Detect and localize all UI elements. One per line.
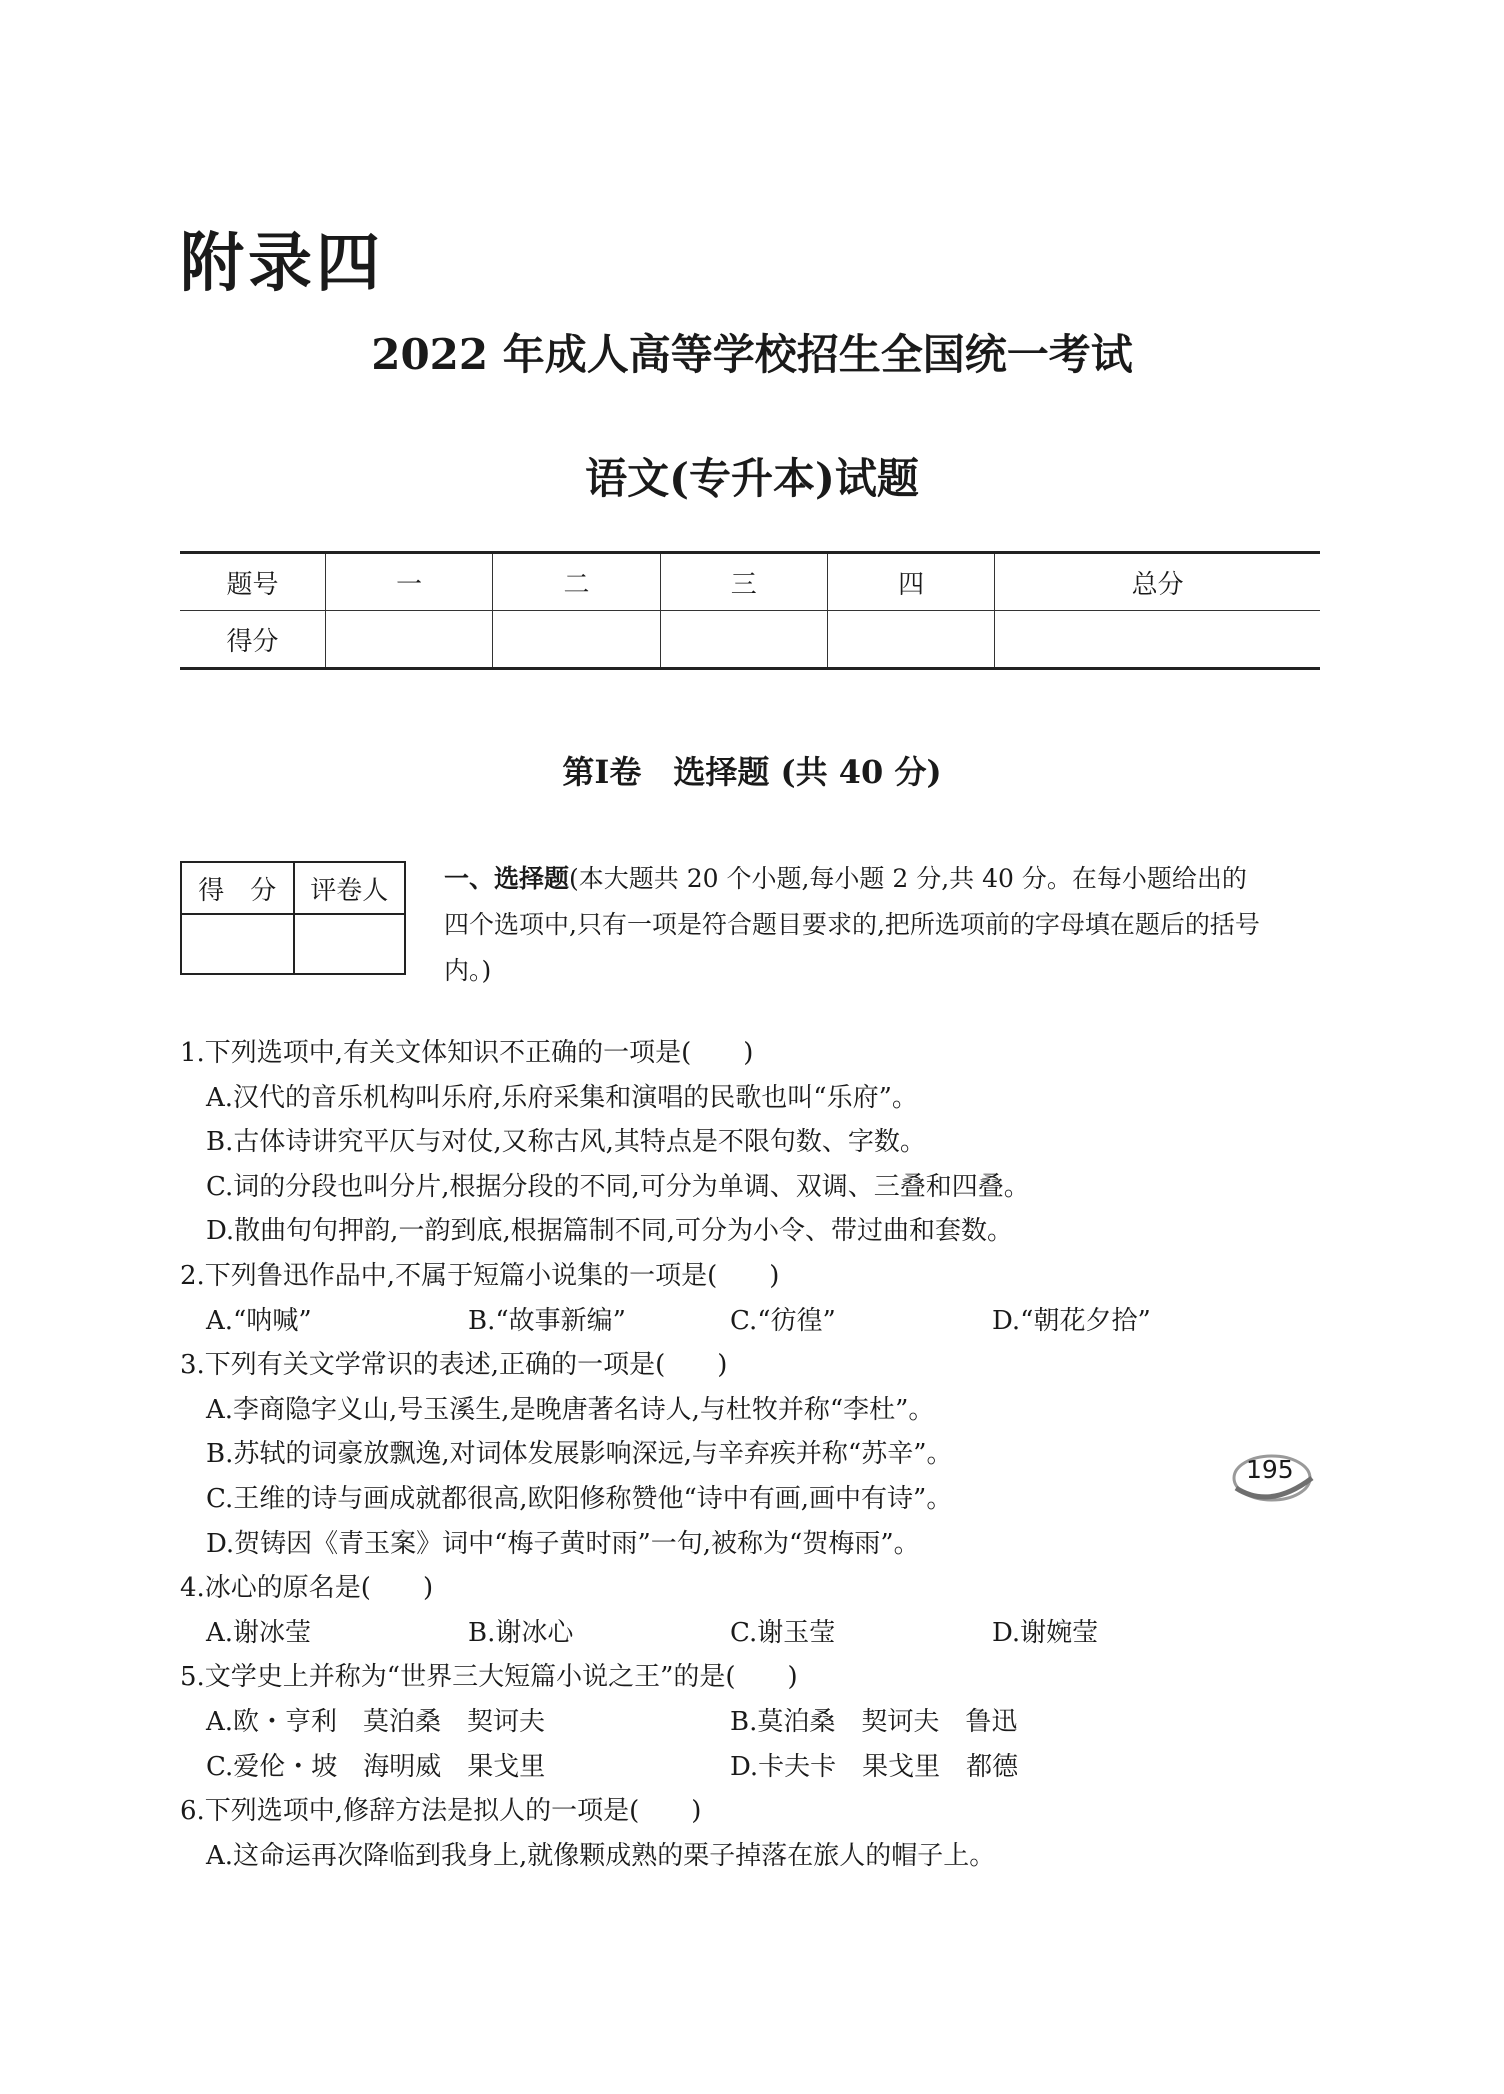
grader-score-cell <box>181 914 294 974</box>
question-option: D.“朝花夕拾” <box>992 1305 1151 1336</box>
question-stem: 4.冰心的原名是( ) <box>180 1573 434 1604</box>
option-row <box>180 1700 1320 1745</box>
exam-title: 2022 年成人高等学校招生全国统一考试 <box>371 330 1133 379</box>
grader-score-label: 得 分 <box>181 862 294 914</box>
question-list <box>180 1031 1320 1878</box>
question-stem: 5.文学史上并称为“世界三大短篇小说之王”的是( ) <box>180 1662 798 1693</box>
appendix-title: 附录四 <box>180 227 384 301</box>
question-option: A.李商隐字义山,号玉溪生,是晚唐著名诗人,与杜牧并称“李杜”。 <box>206 1394 935 1425</box>
instructions-heading: 一、选择题 <box>444 864 570 893</box>
question-option: C.爱伦・坡 海明威 果戈里 <box>206 1751 546 1782</box>
question-option: D.卡夫卡 果戈里 都德 <box>730 1751 1019 1782</box>
score-cell <box>660 611 827 669</box>
score-table-header-row <box>180 553 1320 611</box>
score-table-header-cell: 二 <box>493 553 660 611</box>
instructions <box>444 856 1264 994</box>
question-option: C.词的分段也叫分片,根据分段的不同,可分为单调、双调、三叠和四叠。 <box>206 1171 1030 1202</box>
question-option: B.苏轼的词豪放飘逸,对词体发展影响深远,与辛弃疾并称“苏辛”。 <box>206 1439 953 1470</box>
question-option: B.“故事新编” <box>468 1305 626 1336</box>
option-row <box>180 1299 1320 1344</box>
question-stem: 2.下列鲁迅作品中,不属于短篇小说集的一项是( ) <box>180 1260 780 1291</box>
option-row <box>180 1611 1320 1656</box>
question-option: A.汉代的音乐机构叫乐府,乐府采集和演唱的民歌也叫“乐府”。 <box>206 1082 918 1113</box>
grader-box <box>180 861 406 975</box>
section-title: 第Ⅰ卷 选择题 (共 40 分) <box>562 753 942 791</box>
question-option: C.“彷徨” <box>730 1305 836 1336</box>
score-table-header-cell: 题号 <box>180 553 326 611</box>
option-row <box>180 1745 1320 1790</box>
paper-title: 语文(专升本)试题 <box>585 454 919 503</box>
score-table-header-cell: 总分 <box>995 553 1320 611</box>
question-stem: 3.下列有关文学常识的表述,正确的一项是( ) <box>180 1350 728 1381</box>
question-option: D.贺铸因《青玉案》词中“梅子黄时雨”一句,被称为“贺梅雨”。 <box>206 1528 920 1559</box>
score-row-label: 得分 <box>180 611 326 669</box>
question-option: A.“呐喊” <box>206 1305 312 1336</box>
score-table-header-cell: 四 <box>827 553 994 611</box>
question-option: C.王维的诗与画成就都很高,欧阳修称赞他“诗中有画,画中有诗”。 <box>206 1483 953 1514</box>
score-table <box>180 551 1320 670</box>
score-cell <box>995 611 1320 669</box>
question-option: A.欧・亨利 莫泊桑 契诃夫 <box>206 1706 546 1737</box>
score-cell <box>493 611 660 669</box>
question-option: A.谢冰莹 <box>206 1617 312 1648</box>
score-table-header-cell: 三 <box>660 553 827 611</box>
instructions-text: (本大题共 20 个小题,每小题 2 分,共 40 分。在每小题给出的四个选项中,只有一项是符合题目要求的,把所选项前的字母填在题后的括号内。) <box>444 864 1260 985</box>
question-option: B.莫泊桑 契诃夫 鲁迅 <box>730 1706 1018 1737</box>
grader-name-cell <box>294 914 405 974</box>
score-cell <box>827 611 994 669</box>
question-option: D.谢婉莹 <box>992 1617 1099 1648</box>
score-table-header-cell: 一 <box>326 553 493 611</box>
question-option: B.古体诗讲究平仄与对仗,又称古风,其特点是不限句数、字数。 <box>206 1127 926 1158</box>
question-option: C.谢玉莹 <box>730 1617 836 1648</box>
score-cell <box>326 611 493 669</box>
question-stem: 1.下列选项中,有关文体知识不正确的一项是( ) <box>180 1038 754 1068</box>
question-option: D.散曲句句押韵,一韵到底,根据篇制不同,可分为小令、带过曲和套数。 <box>206 1216 1013 1247</box>
question-option: B.谢冰心 <box>468 1617 574 1648</box>
score-table-score-row <box>180 611 1320 669</box>
grader-label: 评卷人 <box>294 862 405 914</box>
page-number: 195 <box>1246 1455 1294 1484</box>
question-option: A.这命运再次降临到我身上,就像颗成熟的栗子掉落在旅人的帽子上。 <box>206 1840 996 1871</box>
question-stem: 6.下列选项中,修辞方法是拟人的一项是( ) <box>180 1796 702 1827</box>
